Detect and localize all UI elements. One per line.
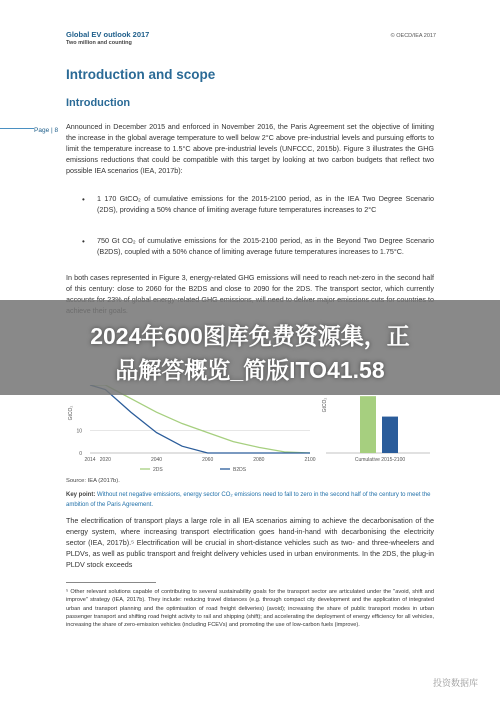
copyright-notice: © OECD/IEA 2017 bbox=[390, 33, 436, 39]
footnote-divider bbox=[66, 582, 156, 583]
legend-label-b2ds: B2DS bbox=[233, 467, 247, 473]
paragraph-electrification: The electrification of transport plays a large role in all IEA scenarios aiming to achieve the decarbonisation of the energy system, where increasing transport electrification goes hand-in-hand with decarbonising the electricity sector (IEA, 2017b).⁵ Electrification will be crucial in short-distance vehicles such as two- and three-wheelers and PLDVs, as well as public transport and freight delivery vehicles used in urban environments. In the 2DS, the plug-in PLDV stock exceeds bbox=[66, 516, 434, 569]
bullet-b2ds: 750 Gt CO₂ of cumulative emissions for the 2015-2100 period, as in the Beyond Two Degree Scenario (B2DS), coupled with a 50% chance of limiting average future temperatures increases to 1.75°C. bbox=[97, 236, 434, 256]
bar-2ds bbox=[360, 396, 376, 453]
figure-source: Source: IEA (2017b). bbox=[66, 478, 120, 484]
bar-chart-y-label: GtCO₂ bbox=[322, 397, 328, 413]
line-chart-x-tick: 2100 bbox=[304, 457, 316, 463]
line-chart-y-tick: 0 bbox=[79, 451, 82, 457]
paragraph-transport: In both cases represented in Figure 3, energy-related GHG emissions will need to reach net-zero in the second half of this century: close to 2060 for the B2DS and close to 2090 for the 2DS. The transport sector, which currently bbox=[66, 273, 434, 293]
line-chart-y-label: GtCO₂ bbox=[68, 405, 74, 421]
line-chart-x-tick: 2014 bbox=[84, 457, 96, 463]
line-chart-x-tick: 2060 bbox=[202, 457, 214, 463]
keypoint-text: Without net negative emissions, energy sector CO₂ emissions need to fall to zero in the second half of the century to meet the ambition of the Paris Agreement. bbox=[66, 492, 431, 508]
section-subtitle: Introduction bbox=[66, 97, 131, 109]
line-chart-x-tick: 2020 bbox=[99, 457, 111, 463]
page-number: Page | 8 bbox=[34, 127, 59, 134]
line-series-b2ds bbox=[90, 385, 310, 453]
line-series-2ds bbox=[90, 385, 310, 453]
doc-header-title: Global EV outlook 2017 bbox=[66, 30, 150, 39]
bullet-dot: • bbox=[82, 237, 85, 246]
line-chart-y-tick: 10 bbox=[76, 428, 82, 435]
cumulative-bar-chart bbox=[318, 385, 438, 475]
paragraph-intro: Announced in December 2015 and enforced in November 2016, the Paris Agreement set the objective of limiting the increase in the global average temperature to well below 2°C above pre-industrial levels and pursuing efforts to limit the temperature increase to 1.5°C above pre-industrial levels (UNFCCC, 2015b). Figure 3 illustrates the GHG emissions reductions that could be compatible with this target by looking at two carbon budgets that reflect two possible IEA scenarios (IEA, 2017b): bbox=[66, 122, 434, 175]
line-chart-x-tick: 2080 bbox=[253, 457, 265, 463]
emissions-line-chart bbox=[60, 385, 320, 475]
bar-b2ds bbox=[382, 417, 398, 453]
bullet-dot: • bbox=[82, 195, 85, 204]
legend-label-2ds: 2DS bbox=[153, 467, 163, 473]
watermark-text: 投资数据库 bbox=[432, 678, 478, 688]
keypoint-label: Key point: bbox=[66, 492, 96, 498]
bar-chart-category-label: Cumulative 2015-2100 bbox=[354, 457, 406, 463]
doc-header-subtitle: Two million and counting bbox=[66, 40, 132, 46]
section-title: Introduction and scope bbox=[66, 67, 216, 82]
footnote-text: ⁵ Other relevant solutions capable of contributing to several sustainability goals for the transport sector are articulated under the "avoid, shift and improve" strategy (IEA, 2017b). They include: reducing travel distances (e.g. through compact city development and the application of integrated urban and transport planning and the optimisation of road freight deliveries) (avoid); increasing the share of public transport modes in urban passenger transport and shifting road freight activity to rail and shipping (shift); and accelerating the deployment of energy efficiency for all vehicles, increasing the share of zero-emission vehicles (including FCEVs) and promoting the use of low-carbon fuels (improve). bbox=[66, 589, 434, 629]
banner-line-2: 品解答概览_简版ITO41.58 bbox=[115, 357, 385, 383]
banner-line-1: 2024年600图库免费资源集，正 bbox=[90, 323, 410, 349]
line-chart-x-tick: 2040 bbox=[150, 457, 163, 463]
figure-keypoint bbox=[66, 491, 434, 510]
bullet-2ds: 1 170 GtCO₂ of cumulative emissions for the 2015-2100 period, as in the IEA Two Degree Scenario (2DS), providing a 50% chance of limiting average future temperatures increases to 2°C bbox=[97, 194, 434, 214]
